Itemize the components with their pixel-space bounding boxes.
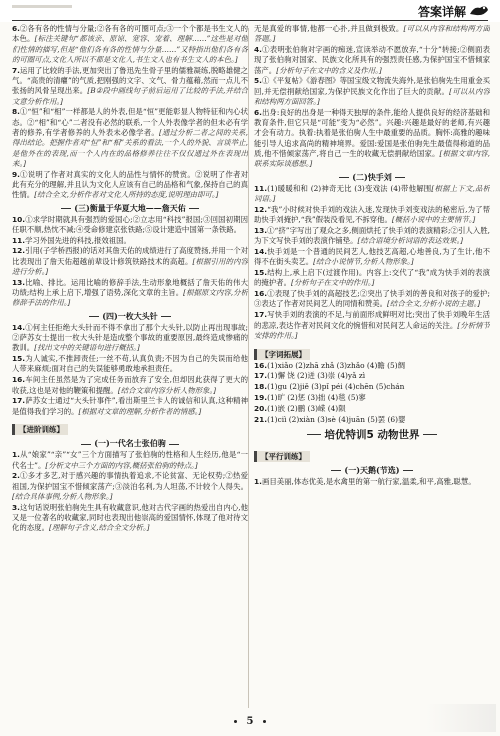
answer-item — [254, 184, 490, 205]
page-header — [0, 0, 500, 22]
answer-number: 12. — [254, 204, 268, 214]
answer-item — [12, 503, 248, 534]
answer-item — [12, 246, 248, 277]
answer-explanation: [分析句子在文中的含义及作用。] — [276, 65, 382, 75]
section-title-text: (二)快手刘 — [352, 171, 392, 182]
answer-number: 10. — [12, 214, 26, 224]
answer-number: 15. — [12, 354, 26, 364]
answer-number: 16. — [254, 360, 268, 370]
answer-text: 无是真爱的事情,他都一心扑,并且做到极致。 — [254, 24, 404, 33]
answer-explanation: [根据上下文,品析词语。] — [254, 183, 490, 203]
section-title — [12, 310, 248, 322]
answer-number: 14. — [12, 322, 26, 332]
answer-item — [12, 236, 248, 246]
answer-explanation: [结合具体事例,分析人物形象。] — [12, 492, 113, 502]
answer-text: (1)嵌 (2)鹏 (3)嵘 (4)陨 — [267, 403, 346, 413]
answer-number: 14. — [254, 246, 268, 256]
answer-item — [254, 415, 490, 425]
header-rule — [12, 20, 488, 21]
answer-explanation: [可以从内容和结构两方面答题。] — [254, 24, 490, 44]
answer-item — [254, 24, 490, 45]
answer-number: 19. — [254, 393, 268, 402]
answer-number: 4. — [254, 45, 262, 55]
answer-explanation: [根据原文内容,分析修辞手法的作用。] — [12, 288, 248, 308]
answer-text: 快手刘是一个普通的民间艺人,他技艺高超,心地善良,为了生计,他不得不在街头卖艺。 — [254, 246, 490, 267]
answer-explanation: [标注关键句“都该亲、原谅、宽容、宠着、理解……”这些是对他们性情的描写,但是“他们各有各的性情与分量……”又特指出他们各有各的可圈可点,文化人所以不都是文化人,书生文人也有书生文人的本色。] — [12, 34, 248, 64]
section-title-rule — [395, 177, 405, 178]
page-number-value: 5 — [246, 716, 254, 727]
page-number-dot-left — [234, 720, 237, 723]
answer-number: 1. — [254, 476, 262, 486]
answer-item — [254, 226, 490, 247]
answer-number: 1. — [12, 450, 20, 460]
answer-number: 17. — [254, 371, 268, 381]
chapter-title-rule — [423, 434, 437, 435]
answer-text: (1)ciì (2)xiàn (3)sè (4)juān (5)罢 (6)婴 — [267, 414, 406, 424]
section-title-rule — [81, 444, 91, 445]
chapter-title — [254, 428, 490, 442]
answer-number: 11. — [12, 235, 26, 245]
answer-item — [12, 66, 248, 107]
answer-explanation: [分析文中三个方面的内容,概括张伯驹的特点。] — [45, 460, 198, 470]
answer-item — [12, 107, 248, 169]
section-title — [12, 437, 248, 449]
answer-item — [12, 278, 248, 309]
answer-item — [12, 354, 248, 375]
answer-explanation: [B②段中画线句子前后运用了比较的手法,并结合文意分析作用。] — [12, 86, 248, 106]
page-number — [0, 716, 500, 727]
answer-explanation: [理解句子含义,结合全文分析。] — [48, 523, 150, 533]
answer-number: 21. — [254, 414, 268, 424]
answer-text: 学习外国先进的科技,报效祖国。 — [25, 235, 131, 245]
answer-text: ①“挤”字写出了观众之多,侧面烘托了快手刘的表演精彩;②引人入胜,为下文写快手刘的表演作铺垫。 — [254, 225, 490, 246]
chapter-title-rule — [307, 434, 321, 435]
answer-item — [254, 477, 490, 487]
answer-explanation: [结合语境分析词语的表达效果。] — [357, 236, 464, 246]
answer-number: 17. — [254, 310, 268, 320]
answer-explanation: [概括小说中的主要情节。] — [391, 215, 476, 225]
answer-number: 20. — [254, 403, 268, 413]
answer-item — [254, 371, 490, 381]
header-title: 答案详解 — [417, 5, 466, 19]
answer-item — [12, 24, 248, 65]
answer-text: 写快手刘的表演的不足,与前面形成鲜明对比;突出了快手刘晚年生活的悲凉,表达作者对民间文化的惋惜和对民间艺人命运的关注。 — [254, 310, 490, 330]
answer-explanation: [通过分析二者之间的关系,得出结论。把握作者对“恒”和“相”关系的看法,一个人的外貌、言谈举止,是他外在的表现,而一个人内在的品格修养往往不仅仅通过外在表现出来。] — [12, 127, 248, 168]
section-title-rule — [89, 316, 99, 317]
answer-number: 17. — [12, 396, 26, 406]
corner-watermark — [426, 704, 496, 732]
answer-number: 12. — [12, 246, 26, 256]
answer-number: 2. — [12, 471, 20, 481]
answer-explanation: [结合全文,分析小说的主题。] — [387, 299, 481, 309]
answer-explanation: [找出文中的关键语句进行概括。] — [34, 343, 140, 353]
answer-text: 这句话说明张伯驹先生具有收藏意识,他对古代字画的热爱出自内心,他又是一位著名的收藏家,同时也表现出他崇高的爱国情怀,体现了他对待文化的态度。 — [12, 502, 248, 533]
answer-text: (1)懈 饶 (2)迸 (3)崇 (4)yǎ zì — [267, 371, 366, 381]
answer-text: 萨苏女士通过“大头针事件”,看出斯里兰卡人的诚信和认真,这种精神是值得我们学习的。 — [12, 396, 248, 416]
answer-text: 车间主任虽然是为了完成任务而放弃了安全,但却因此获得了更大的收获,这也是对他的鞭策和提醒。 — [12, 375, 248, 395]
answer-text: 运用了比较的手法,更加突出了鲁迅先生骨子里的儒雅凝练,脱略雄健之气。“高贵的清癯”的气质,把刚强的文字、文气、骨力蕴藉,然而一点儿不张扬的风骨呈现出来。 — [12, 65, 248, 96]
answer-number: 8. — [12, 107, 20, 117]
answer-number: 3. — [12, 502, 20, 512]
answer-number: 16. — [254, 289, 268, 299]
answer-number: 5. — [254, 76, 262, 86]
answer-text: “我”小时候对快手刘的戏法入迷,发现快手刘变戏法的秘密后,为了帮助快手刘掩护,“我”假装没看见,不拆穿他。 — [254, 204, 490, 225]
section-title-rule — [331, 470, 341, 471]
answer-text: ①何主任拒绝大头针而不得不拿出了那个大头针,以防止再出现事故;②萨苏女士提出一枚大头针是造成整个事故的重要原因,最终造成惨痛的教训。 — [12, 322, 248, 353]
answer-item — [12, 450, 248, 471]
answer-item — [12, 323, 248, 354]
answer-explanation: [结合小说情节,分析人物形象。] — [313, 257, 414, 267]
answer-number: 16. — [12, 375, 26, 385]
answer-text: ①《平复帖》《游春图》等国宝级文物流失海外,是张伯驹先生用重金买回,并无偿捐献给国家,为保护民族文化作出了巨大的贡献。 — [254, 76, 490, 96]
answer-number: 15. — [254, 268, 268, 278]
page-number-dot-right — [263, 720, 266, 723]
answer-number: 18. — [254, 382, 268, 392]
answer-text: (1)xiǎo (2)zhā zhǎ (3)zhǎo (4)瞻 (5)绸 — [267, 360, 405, 370]
answer-item — [254, 205, 490, 226]
answer-item — [254, 45, 490, 76]
answer-explanation: [根据文章内容,联系实际谈感想。] — [254, 149, 490, 169]
header-decoration-dots — [12, 4, 72, 10]
left-column — [12, 24, 248, 710]
section-tag: 【进阶训练】 — [12, 424, 68, 435]
answer-number: 13. — [254, 225, 268, 235]
answer-item — [12, 375, 248, 396]
answer-item — [254, 289, 490, 310]
answer-explanation: [根据对文章的理解,分析作者的情感。] — [78, 406, 202, 416]
answer-explanation: [根据引用的内容进行分析。] — [12, 256, 248, 277]
answer-item — [12, 396, 248, 417]
answer-number: 6. — [12, 24, 20, 33]
answer-text: ①“恒”和“相”一样都是人的外表,但是“恒”更能彰显人物特征和内心状态。②“相”和“心”二者没有必然的联系,一个人外表像学者的但未必有学者的修养,有学者修养的人外表未必像学者。 — [12, 107, 248, 137]
section-title-text: (四)一枚大头针 — [102, 310, 158, 321]
answer-text: 比喻、排比。运用比喻的修辞手法,生动形象地概括了詹天佑的伟大功绩;结构上承上启下,增强了语势,深化文章的主旨。 — [12, 277, 248, 298]
answer-text: ①表明张伯驹对字画的痴迷,宣读举动不愿放弃,“十分”转接;②侧面表现了张伯驹对国家、民族文化所具有的强烈责任感,为保护国宝不惜倾家荡产。 — [254, 45, 490, 75]
section-title — [254, 464, 490, 476]
section-title-text: (一)天鹅(节选) — [344, 464, 400, 475]
section-title — [12, 202, 248, 214]
answer-text: ②各有各的性情与分量;②各有各的可圈可点;③一个个都是书生文人的本色。 — [12, 24, 248, 44]
answer-text: 引用(子学桥西报)的话对其詹天佑的成绩进行了高度赞扬,并用一个对比表现出了詹天佑超越前辈设计修筑铁路技术的高超。 — [12, 246, 248, 266]
answer-item — [254, 247, 490, 268]
answer-explanation: [结合文章内容分析人物形象。] — [117, 385, 216, 395]
answer-text: ①求学时期就具有强烈的爱国心;②立志用“科技”报国;③回国初期因任职不顺,热忱不减;④受命修建京张铁路;⑤设计建造中国第一条铁路。 — [12, 214, 248, 234]
section-title-text: (三)衡量于华夏大地——詹天佑 — [74, 202, 186, 213]
answer-item — [254, 268, 490, 289]
answer-text: (1)gu (2)jiě (3)pǐ péi (4)chēn (5)chán — [267, 382, 405, 392]
answer-number: 9. — [12, 169, 20, 179]
section-tag: 【字词拓展】 — [254, 349, 310, 360]
right-column — [254, 24, 490, 710]
answer-number: 7. — [12, 65, 20, 75]
chapter-title-text: 培优特训5 动物世界 — [324, 428, 420, 441]
answer-explanation: [分析句子在文中的作用。] — [290, 278, 375, 288]
answer-text: ①多才多艺,对于感兴趣的事情执着追求,不论贫富、无论权势;②热爱祖国,为保护国宝不惜倾家荡产;③淡泊名利,为人坦荡,不计较个人得失。 — [12, 471, 248, 491]
answer-text: 从“娘家”“亲”“女”三个方面描写了张伯驹的性格和人生经历,他是“一代名士”。 — [12, 450, 248, 470]
section-title-rule — [161, 316, 171, 317]
answer-item — [12, 215, 248, 236]
section-title-text: (一)一代名士张伯驹 — [94, 438, 166, 449]
column-divider — [248, 28, 249, 708]
answer-item — [254, 393, 490, 403]
answer-item — [254, 310, 490, 341]
answer-item — [254, 404, 490, 414]
answer-number: 6. — [254, 107, 262, 117]
answer-explanation: [分析情节安排的作用。] — [254, 320, 490, 340]
answer-explanation: [结合全文,分析作者对文化人所持的态度,说明理由即可。] — [34, 190, 219, 200]
answer-number: 13. — [12, 277, 26, 287]
answer-item — [254, 76, 490, 107]
section-title-rule — [61, 208, 71, 209]
answer-text: (1)旷 (2)惩 (3)拙 (4)毯 (5)寥 — [267, 393, 366, 402]
section-title-rule — [403, 470, 413, 471]
answer-text: ①表现了快手刘的高超技艺;②突出了快手刘的善良和对孩子的爱护;③表达了作者对民间艺人的同情和赞美。 — [254, 289, 490, 309]
answer-explanation: [可以从内容和结构两方面回答。] — [254, 86, 490, 107]
answer-text: (1)暖暖和和 (2)神奇无比 (3)变戏法 (4)带他解围 — [267, 183, 432, 193]
section-title-rule — [169, 444, 179, 445]
header-ornament-icon — [468, 2, 490, 18]
answer-item — [12, 471, 248, 502]
answer-text: 出身:良好的出身是一种得天独厚的条件,能给人提供良好的经济基础和教育条件,但它只是“可能”变为“必然”。兴趣:兴趣是最好的老师,有兴趣才会有动力。执着:执着是张伯驹人生中最重要的品质。胸怀:高雅的趣味能引导人追求高尚的精神境界。爱国:爱国是张伯驹先生最值得称道的品质,他不惜倾家荡产,将自己一生的收藏无偿捐献给国家。 — [254, 107, 490, 159]
section-title — [254, 171, 490, 183]
answer-item — [12, 170, 248, 201]
answer-item — [254, 382, 490, 392]
answer-text: 画目美丽,体态优美,是水禽里的第一航行家,温柔,和平,高雅,聪慧。 — [261, 476, 476, 486]
section-title-rule — [339, 177, 349, 178]
answer-text: ①说明了作者对真实的文化人的品性与情怀的赞赏。②说明了作者对此有充分的理解,并且认为文化人应该有自己的品格和气象,保持自己的真性情。 — [12, 169, 248, 200]
answer-number: 11. — [254, 183, 268, 193]
answer-item — [254, 361, 490, 371]
answer-item — [254, 108, 490, 170]
section-tag: 【平行训练】 — [254, 451, 310, 462]
answer-text: 为人诚实,不推卸责任;一丝不苟,认真负责;不因为自己的失误而给他人带来麻烦;面对自己的失误能够勇敢地承担责任。 — [12, 354, 248, 374]
answer-text: 结构上,承上启下(过渡作用)。内容上:交代了“我”成为快手刘的表演的掩护者。 — [254, 268, 490, 288]
section-title-rule — [189, 208, 199, 209]
